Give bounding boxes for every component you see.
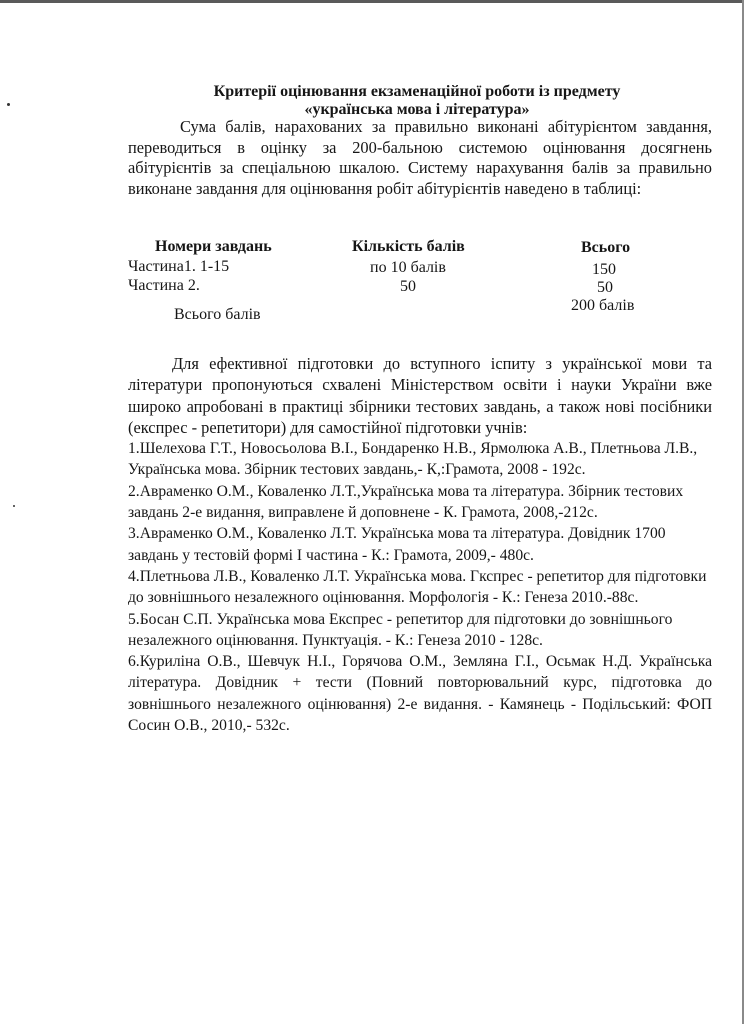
reference-item: 2.Авраменко О.М., Коваленко Л.Т.,Українська мова та література. Збірник тестових завдань 2-е видання, виправлене й доповнене - К. Грамота, 2008,-212с. bbox=[128, 482, 684, 522]
scan-edge-top bbox=[0, 0, 744, 3]
reference-item: 5.Босан С.П. Українська мова Експрес - репетитор для підготовки до зовнішнього незалежного оцінювання. Пунктуація. - К.: Генеза 2010 - 128с. bbox=[128, 610, 673, 649]
body-section bbox=[128, 353, 712, 736]
table-header-total: Всього bbox=[581, 239, 631, 256]
reference-item: 4.Плетньова Л.В., Коваленко Л.Т. Українська мова. Гкспрес - репетитор для підготовки до зовнішнього незалежного оцінювання. Морфологія - К.: Генеза 2010.-88с. bbox=[128, 567, 707, 607]
reference-item: 1.Шелехова Г.Т., Новосьолова В.І., Бондаренко Н.В., Ярмолюка А.В., Плетньова Л.В., Українська мова. Збірник тестових завдань,- К,:Грамота, 2008 - 192с. bbox=[128, 440, 698, 479]
table-row-part1-name: Частина1. 1-15 bbox=[128, 258, 230, 275]
table-grand-total-value: 200 балів bbox=[571, 297, 635, 314]
scan-speck bbox=[13, 505, 15, 507]
table-header-points: Кількість балів bbox=[352, 238, 465, 255]
table-grand-total-label: Всього балів bbox=[174, 306, 261, 323]
scan-speck bbox=[7, 103, 10, 106]
document-title-line1: Критерії оцінювання екзаменаційної роботи із предмету bbox=[213, 83, 621, 100]
table-row-part2-total: 50 bbox=[597, 279, 613, 296]
document-title-line2: «українська мова і література» bbox=[304, 101, 530, 118]
table-row-part1-points: по 10 балів bbox=[370, 259, 446, 276]
table-row-part1-total: 150 bbox=[592, 261, 616, 278]
table-header-tasks: Номери завдань bbox=[155, 238, 272, 255]
reference-item: 3.Авраменко О.М., Коваленко Л.Т. Українська мова та література. Довідник 1700 завдань у тестовій формі І частина - К.: Грамота, 2009,- 480с. bbox=[128, 525, 666, 564]
body-paragraph bbox=[128, 353, 712, 438]
reference-item: 6.Куриліна О.В., Шевчук Н.І., Горячова О.М., Земляна Г.І., Осьмак Н.Д. Українська література. Довідник + тести (Повний повторювальний курс, підготовка до зовнішнього незалежного оцінювання) 2-е видання. - Камянець - Подільський: ФОП Сосин О.В., 2010,- 532с. bbox=[128, 653, 712, 735]
intro-paragraph bbox=[128, 117, 712, 199]
table-row-part2-points: 50 bbox=[400, 278, 416, 295]
table-row-part2-name: Частина 2. bbox=[128, 277, 200, 294]
body-paragraph-text: Для ефективної підготовки до вступного іспиту з української мови та літератури пропонуються схвалені Міністерством освіти і науки України вже широко апробовані в практиці збірники тестових завдань, а також нові посібники (експрес - репетитори) для самостійної підготовки учнів: bbox=[128, 354, 712, 437]
intro-text: Сума балів, нарахованих за правильно виконані абітурієнтом завдання, переводиться в оцінку за 200-бальною системою оцінювання досягнень абітурієнтів за спеціальною шкалою. Систему нарахування балів за правильно виконане завдання для оцінювання робіт абітурієнтів наведено в таблиці: bbox=[128, 117, 712, 198]
